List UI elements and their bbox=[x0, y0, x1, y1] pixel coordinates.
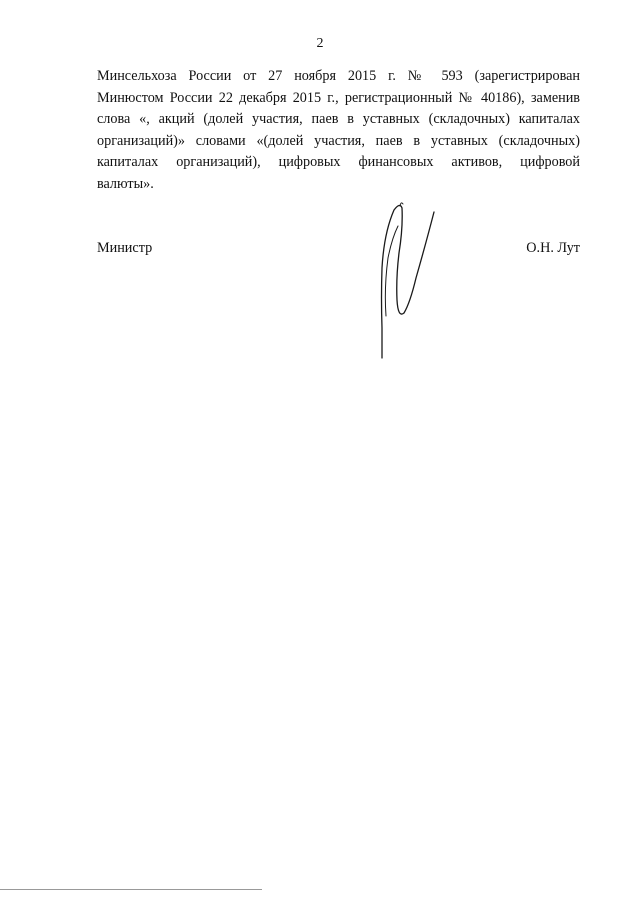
signer-title: Министр bbox=[97, 240, 153, 256]
body-line: капиталах организаций), цифровых финансовых активов, цифровой bbox=[97, 154, 580, 170]
body-line: организаций)» словами «(долей участия, паев в уставных (складочных) bbox=[97, 132, 580, 149]
body-line: Минюстом России 22 декабря 2015 г., регистрационный № 40186), заменив bbox=[97, 89, 580, 106]
footer-rule bbox=[0, 889, 262, 890]
body-line: валюты». bbox=[97, 175, 154, 192]
page-number: 2 bbox=[316, 36, 324, 51]
body-paragraph bbox=[97, 66, 580, 195]
handwritten-signature bbox=[372, 198, 444, 360]
body-line: слова «, акций (долей участия, паев в уставных (складочных) капиталах bbox=[97, 111, 580, 127]
body-line: Минсельхоза России от 27 ноября 2015 г. № 593 (зарегистрирован bbox=[97, 68, 580, 84]
signer-name: О.Н. Лут bbox=[526, 240, 580, 256]
signature-block bbox=[97, 240, 580, 260]
